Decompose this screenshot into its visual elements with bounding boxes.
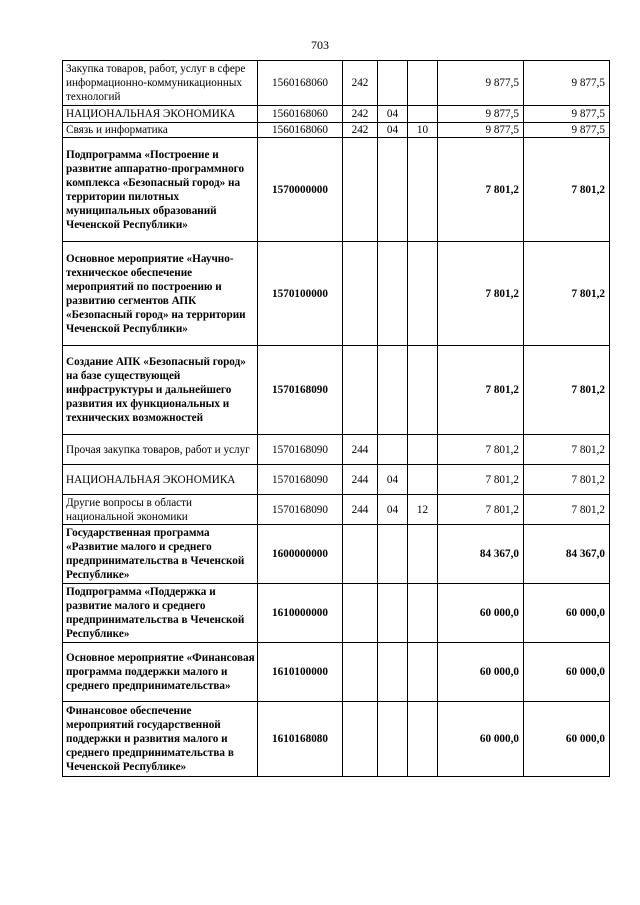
- table-row: [63, 435, 610, 465]
- row-code-cell: 1560168060: [258, 61, 343, 106]
- row-name-cell: Государственная программа «Развитие малого и среднего предпринимательства в Чеченской Республике»: [63, 525, 258, 584]
- row-subsection-cell: [408, 106, 438, 123]
- row-amount-2-cell: 9 877,5: [524, 123, 610, 138]
- row-amount-1-cell: 9 877,5: [438, 123, 524, 138]
- row-amount-2-cell: 7 801,2: [524, 346, 610, 435]
- row-name-cell: Связь и информатика: [63, 123, 258, 138]
- row-subsection-cell: [408, 702, 438, 777]
- row-name-cell: Основное мероприятие «Научно-техническое обеспечение мероприятий по построению и развитию сегментов АПК «Безопасный город» на территории Чеченской Республики»: [63, 242, 258, 346]
- row-amount-2-cell: 9 877,5: [524, 61, 610, 106]
- table-row: [63, 525, 610, 584]
- row-section-cell: [378, 242, 408, 346]
- row-subsection-cell: [408, 435, 438, 465]
- page-number: 703: [311, 38, 329, 52]
- table-row: [63, 61, 610, 106]
- row-section-cell: [378, 435, 408, 465]
- table-row: [63, 138, 610, 242]
- table-row: [63, 495, 610, 525]
- row-section-cell: [378, 702, 408, 777]
- row-code-cell: 1570168090: [258, 435, 343, 465]
- row-amount-2-cell: 7 801,2: [524, 242, 610, 346]
- row-amount-1-cell: 84 367,0: [438, 525, 524, 584]
- row-section-cell: [378, 346, 408, 435]
- row-code-cell: 1560168060: [258, 123, 343, 138]
- row-code-cell: 1570168090: [258, 346, 343, 435]
- table-row: [63, 465, 610, 495]
- row-expense-type-cell: [343, 702, 378, 777]
- row-section-cell: [378, 584, 408, 643]
- row-subsection-cell: 10: [408, 123, 438, 138]
- row-amount-1-cell: 9 877,5: [438, 106, 524, 123]
- row-amount-1-cell: 7 801,2: [438, 495, 524, 525]
- row-amount-1-cell: 60 000,0: [438, 584, 524, 643]
- row-expense-type-cell: [343, 242, 378, 346]
- row-amount-2-cell: 9 877,5: [524, 106, 610, 123]
- budget-table: [62, 60, 610, 777]
- row-code-cell: 1610000000: [258, 584, 343, 643]
- row-expense-type-cell: [343, 584, 378, 643]
- row-section-cell: [378, 138, 408, 242]
- row-code-cell: 1570168090: [258, 495, 343, 525]
- row-amount-1-cell: 7 801,2: [438, 465, 524, 495]
- row-amount-2-cell: 7 801,2: [524, 465, 610, 495]
- row-code-cell: 1610168080: [258, 702, 343, 777]
- row-name-cell: Другие вопросы в области национальной экономики: [63, 495, 258, 525]
- table-row: [63, 242, 610, 346]
- row-subsection-cell: [408, 525, 438, 584]
- row-amount-1-cell: 60 000,0: [438, 702, 524, 777]
- row-subsection-cell: [408, 138, 438, 242]
- row-expense-type-cell: 242: [343, 106, 378, 123]
- row-name-cell: Прочая закупка товаров, работ и услуг: [63, 435, 258, 465]
- row-name-cell: Создание АПК «Безопасный город» на базе существующей инфраструктуры и дальнейшего развития их функциональных и технических возможностей: [63, 346, 258, 435]
- row-name-cell: Финансовое обеспечение мероприятий государственной поддержки и развития малого и среднего предпринимательства в Чеченской Республике»: [63, 702, 258, 777]
- row-expense-type-cell: [343, 525, 378, 584]
- row-name-cell: Подпрограмма «Поддержка и развитие малого и среднего предпринимательства в Чеченской Республике»: [63, 584, 258, 643]
- row-amount-2-cell: 84 367,0: [524, 525, 610, 584]
- row-expense-type-cell: 244: [343, 435, 378, 465]
- row-amount-2-cell: 60 000,0: [524, 584, 610, 643]
- row-amount-1-cell: 7 801,2: [438, 435, 524, 465]
- row-code-cell: 1610100000: [258, 643, 343, 702]
- row-code-cell: 1600000000: [258, 525, 343, 584]
- row-amount-1-cell: 7 801,2: [438, 346, 524, 435]
- row-subsection-cell: [408, 242, 438, 346]
- table-row: [63, 702, 610, 777]
- row-amount-2-cell: 60 000,0: [524, 643, 610, 702]
- row-expense-type-cell: [343, 643, 378, 702]
- row-amount-2-cell: 60 000,0: [524, 702, 610, 777]
- row-subsection-cell: [408, 61, 438, 106]
- row-expense-type-cell: 244: [343, 465, 378, 495]
- row-subsection-cell: [408, 346, 438, 435]
- row-amount-1-cell: 60 000,0: [438, 643, 524, 702]
- table-row: [63, 346, 610, 435]
- table-row: [63, 123, 610, 138]
- row-code-cell: 1570168090: [258, 465, 343, 495]
- row-code-cell: 1570100000: [258, 242, 343, 346]
- table-row: [63, 584, 610, 643]
- row-section-cell: [378, 61, 408, 106]
- row-section-cell: 04: [378, 465, 408, 495]
- row-name-cell: Подпрограмма «Построение и развитие аппаратно-программного комплекса «Безопасный город» на территории пилотных муниципальных образований Чеченской Республики»: [63, 138, 258, 242]
- row-amount-1-cell: 7 801,2: [438, 138, 524, 242]
- row-section-cell: 04: [378, 123, 408, 138]
- row-expense-type-cell: 242: [343, 61, 378, 106]
- row-expense-type-cell: 242: [343, 123, 378, 138]
- row-amount-2-cell: 7 801,2: [524, 138, 610, 242]
- row-amount-1-cell: 7 801,2: [438, 242, 524, 346]
- row-code-cell: 1560168060: [258, 106, 343, 123]
- row-section-cell: [378, 643, 408, 702]
- row-subsection-cell: [408, 643, 438, 702]
- row-amount-1-cell: 9 877,5: [438, 61, 524, 106]
- table-row: [63, 643, 610, 702]
- row-name-cell: Закупка товаров, работ, услуг в сфере информационно-коммуникационных технологий: [63, 61, 258, 106]
- row-amount-2-cell: 7 801,2: [524, 495, 610, 525]
- table-row: [63, 106, 610, 123]
- row-subsection-cell: 12: [408, 495, 438, 525]
- row-subsection-cell: [408, 465, 438, 495]
- row-name-cell: Основное мероприятие «Финансовая программа поддержки малого и среднего предпринимательства»: [63, 643, 258, 702]
- row-name-cell: НАЦИОНАЛЬНАЯ ЭКОНОМИКА: [63, 465, 258, 495]
- row-section-cell: 04: [378, 495, 408, 525]
- row-section-cell: 04: [378, 106, 408, 123]
- row-expense-type-cell: [343, 346, 378, 435]
- row-subsection-cell: [408, 584, 438, 643]
- row-amount-2-cell: 7 801,2: [524, 435, 610, 465]
- row-section-cell: [378, 525, 408, 584]
- row-code-cell: 1570000000: [258, 138, 343, 242]
- row-expense-type-cell: 244: [343, 495, 378, 525]
- row-expense-type-cell: [343, 138, 378, 242]
- row-name-cell: НАЦИОНАЛЬНАЯ ЭКОНОМИКА: [63, 106, 258, 123]
